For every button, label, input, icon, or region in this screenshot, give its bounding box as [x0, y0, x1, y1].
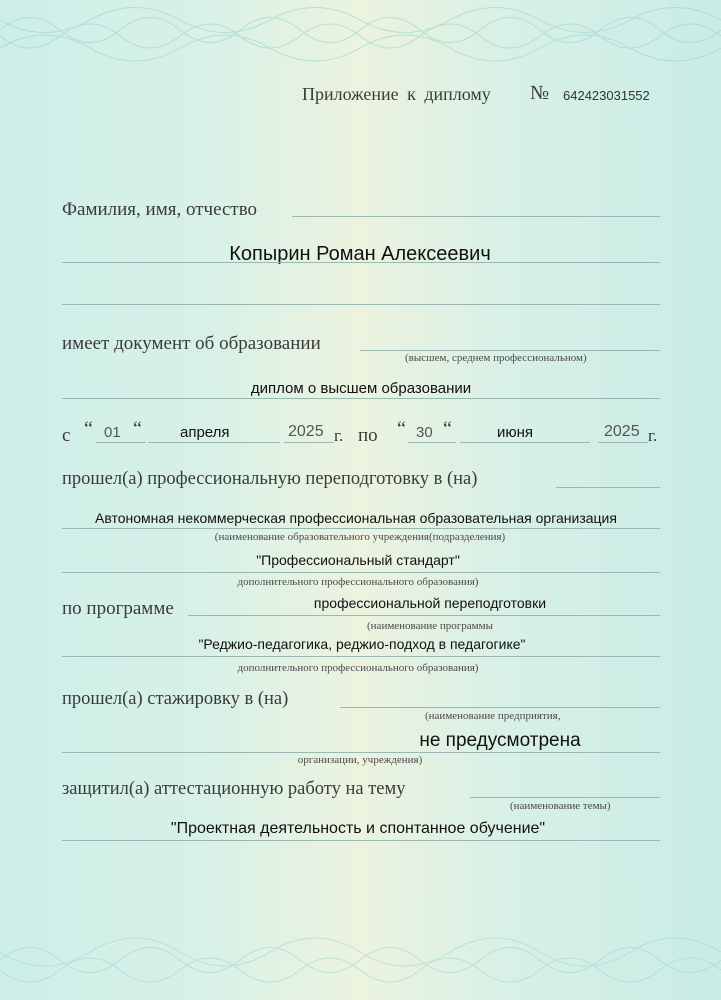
- document-label: имеет документ об образовании: [62, 333, 321, 354]
- fio-line-3: [62, 304, 660, 305]
- thesis-line: [470, 797, 660, 798]
- number-sign: №: [530, 82, 550, 104]
- from-quote-open: “: [84, 418, 93, 440]
- diploma-number: 642423031552: [563, 88, 650, 103]
- from-month: апреля: [180, 424, 230, 441]
- to-month-line: [460, 442, 590, 443]
- internship-label: прошел(а) стажировку в (на): [62, 689, 289, 709]
- period-from-label: с: [62, 425, 71, 446]
- retraining-org-name-line: [62, 572, 660, 573]
- from-year-suffix: г.: [334, 426, 344, 445]
- to-quote-open: “: [397, 418, 406, 440]
- from-day-line: [96, 442, 146, 443]
- document-line: [360, 350, 660, 351]
- internship-value-line: [62, 752, 660, 753]
- thesis-label: защитил(а) аттестационную работу на тему: [62, 779, 406, 799]
- document-value-line: [62, 398, 660, 399]
- retraining-org-hint2: дополнительного профессионального образования): [237, 576, 479, 588]
- program-type: профессиональной переподготовки: [313, 595, 547, 611]
- program-name: "Реджио-педагогика, реджио-подход в педагогике": [198, 636, 526, 652]
- retraining-org-name: "Профессиональный стандарт": [256, 552, 460, 568]
- retraining-line: [556, 487, 660, 488]
- to-year-line: [598, 442, 648, 443]
- program-line: [188, 615, 660, 616]
- guilloche-bottom-pattern: [0, 930, 721, 1000]
- to-day: 30: [416, 424, 433, 441]
- from-year-line: [284, 442, 334, 443]
- retraining-org-hint: (наименование образовательного учреждения(подразделения): [214, 531, 506, 543]
- internship-value: не предусмотрена: [419, 730, 581, 751]
- retraining-org: Автономная некоммерческая профессиональная образовательная организация: [95, 510, 617, 526]
- program-name-line: [62, 656, 660, 657]
- fio-label: Фамилия, имя, отчество: [62, 199, 258, 220]
- from-quote-close: “: [133, 418, 142, 440]
- page-title: Приложение к диплому: [302, 84, 491, 104]
- thesis-value-line: [62, 840, 660, 841]
- internship-line: [340, 707, 660, 708]
- internship-hint2: организации, учреждения): [297, 754, 423, 766]
- retraining-org-line: [62, 528, 660, 529]
- fio-value: Копырин Роман Алексеевич: [229, 243, 491, 265]
- to-quote-close: “: [443, 418, 452, 440]
- to-month: июня: [497, 424, 534, 441]
- period-to-label: по: [358, 425, 378, 446]
- fio-line-1: [292, 216, 660, 217]
- to-year: 2025: [604, 423, 640, 440]
- document-hint: (высшем, среднем профессиональном): [405, 352, 587, 364]
- to-year-suffix: г.: [648, 426, 658, 445]
- guilloche-top-pattern: [0, 0, 721, 75]
- program-hint: (наименование программы: [367, 620, 493, 632]
- document-value: диплом о высшем образовании: [250, 380, 472, 397]
- fio-line-2: [62, 262, 660, 263]
- from-month-line: [148, 442, 280, 443]
- internship-hint: (наименование предприятия,: [425, 710, 561, 722]
- from-year: 2025: [288, 423, 324, 440]
- program-label: по программе: [62, 598, 174, 619]
- from-day: 01: [104, 424, 121, 441]
- program-hint2: дополнительного профессионального образования): [237, 662, 479, 674]
- retraining-label: прошел(а) профессиональную переподготовку в (на): [62, 469, 478, 489]
- thesis-value: "Проектная деятельность и спонтанное обучение": [170, 820, 546, 837]
- thesis-hint: (наименование темы): [510, 800, 611, 812]
- to-day-line: [408, 442, 456, 443]
